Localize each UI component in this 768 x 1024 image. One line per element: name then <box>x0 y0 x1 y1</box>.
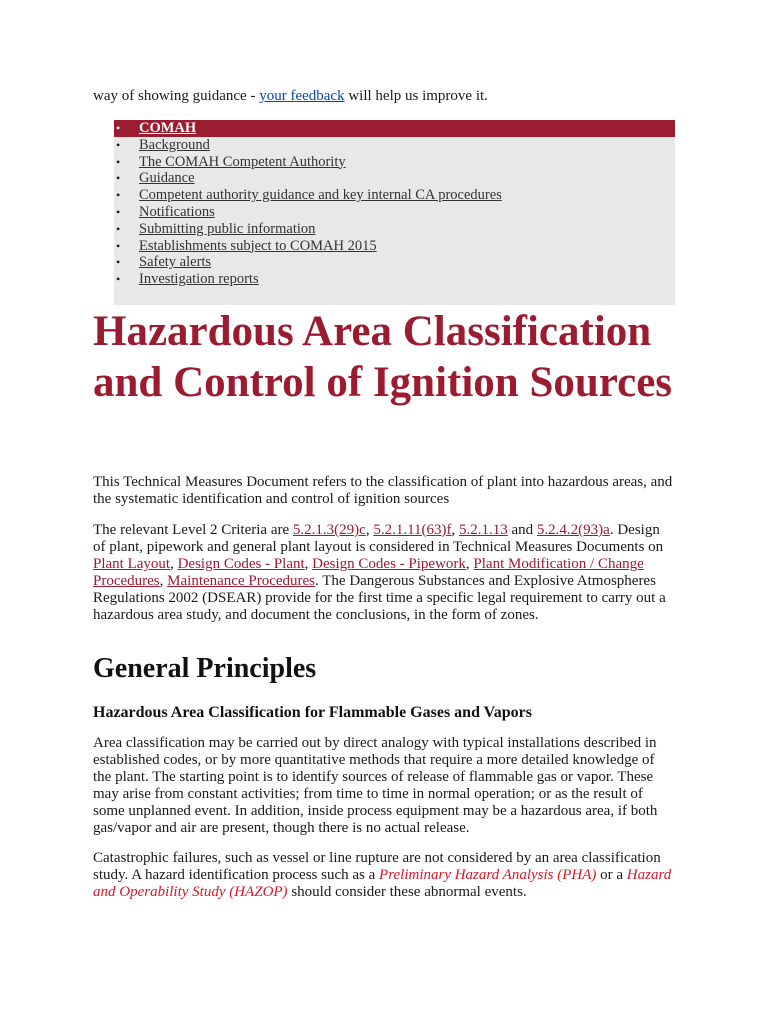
bullet-icon: • <box>116 238 121 253</box>
nav-item-notifications[interactable] <box>114 204 675 221</box>
separator: , <box>170 556 178 572</box>
criteria-link-4[interactable]: 5.2.4.2(93)a <box>536 522 610 538</box>
bullet-icon: • <box>116 255 121 270</box>
nav-item-comah[interactable] <box>114 120 675 137</box>
nav-item-guidance[interactable] <box>114 170 675 187</box>
pha-emphasis: Preliminary Hazard Analysis (PHA) <box>379 867 597 883</box>
nav-link-investigation-reports[interactable]: Investigation reports <box>139 271 259 288</box>
intro-paragraph: This Technical Measures Document refers to the classification of plant into hazardous areas, and the systematic identification and control of ignition sources <box>93 474 673 507</box>
doc-end: . <box>315 573 319 589</box>
doc-link-design-codes-pipework[interactable]: Design Codes - Pipework <box>312 556 466 572</box>
nav-link-notifications[interactable]: Notifications <box>139 203 215 220</box>
bullet-icon: • <box>116 121 121 135</box>
nav-item-public-information[interactable] <box>114 221 675 238</box>
doc-link-design-codes-plant[interactable]: Design Codes - Plant <box>177 556 305 572</box>
comah-nav-list <box>114 120 675 305</box>
criteria-link-2[interactable]: 5.2.1.11(63)f <box>373 522 452 538</box>
page-title: Hazardous Area Classification and Control of Ignition Sources <box>93 308 673 406</box>
nav-link-background[interactable]: Background <box>139 136 210 153</box>
nav-item-investigation-reports[interactable] <box>114 271 675 288</box>
criteria-lead: The relevant Level 2 Criteria are <box>93 522 293 538</box>
dsear-text: The Dangerous Substances and Explosive Atmospheres Regulations 2002 (DSEAR) provide for the first time a specific legal requirement to carry out a hazardous area study, and document the conclusions, in the form of zones. <box>93 573 666 623</box>
nav-item-establishments[interactable] <box>114 238 675 255</box>
bullet-icon: • <box>116 154 121 169</box>
bullet-icon: • <box>116 171 121 186</box>
area-classification-paragraph: Area classification may be carried out by direct analogy with typical installations described in established codes, or by more quantitative methods that require a more detailed knowledge of the plant. The starting point is to identify sources of release of flammable gas or vapor. These may arise from constant activities; from time to time in normal operation; or as the result of some unplanned event. In addition, inside process equipment may be a hazardous area, if both gas/vapor and air are present, though there is no actual release. <box>93 735 658 836</box>
intro-text-before: way of showing guidance - <box>93 88 260 104</box>
nav-item-safety-alerts[interactable] <box>114 254 675 271</box>
feedback-link[interactable]: your feedback <box>259 88 345 104</box>
nav-link-ca-guidance[interactable]: Competent authority guidance and key internal CA procedures <box>139 187 502 204</box>
bullet-icon: • <box>116 204 121 219</box>
subsection-heading: Hazardous Area Classification for Flammable Gases and Vapors <box>93 704 532 721</box>
design-text: Design of plant, pipework and general plant layout is considered in Technical Measures Documents on <box>93 522 664 555</box>
p4-after: should consider these abnormal events. <box>287 884 527 900</box>
bullet-icon: • <box>116 272 121 287</box>
hazop-emphasis: Hazard and Operability Study (HAZOP) <box>93 867 672 900</box>
p4-mid: or a <box>596 867 627 883</box>
separator: , <box>159 573 168 589</box>
separator: , <box>465 556 474 572</box>
criteria-link-3[interactable]: 5.2.1.13 <box>459 522 508 538</box>
nav-link-guidance[interactable]: Guidance <box>139 170 195 187</box>
nav-link-competent-authority[interactable]: The COMAH Competent Authority <box>139 153 346 170</box>
intro-line <box>93 87 488 105</box>
criteria-paragraph <box>93 522 675 624</box>
section-heading: General Principles <box>93 653 317 684</box>
bullet-icon: • <box>116 137 121 152</box>
intro-text-after: will help us improve it. <box>344 88 488 104</box>
p4-before: Catastrophic failures, such as vessel or line rupture are not considered by an area classification study. A hazard identification process such as a <box>93 850 661 883</box>
nav-item-background[interactable] <box>114 137 675 154</box>
bullet-icon: • <box>116 188 121 203</box>
nav-link-safety-alerts[interactable]: Safety alerts <box>139 254 212 271</box>
and-text: and <box>507 522 537 538</box>
separator: , <box>451 522 459 538</box>
nav-bottom-padding <box>114 288 675 305</box>
nav-link-public-information[interactable]: Submitting public information <box>139 220 316 237</box>
doc-link-plant-modification[interactable]: Plant Modification / Change Procedures <box>93 556 644 589</box>
criteria-end: . <box>609 522 614 538</box>
doc-link-plant-layout[interactable]: Plant Layout <box>93 556 171 572</box>
bullet-icon: • <box>116 221 121 236</box>
nav-link-establishments[interactable]: Establishments subject to COMAH 2015 <box>139 237 377 254</box>
nav-link-comah[interactable]: COMAH <box>139 120 197 136</box>
doc-link-maintenance-procedures[interactable]: Maintenance Procedures <box>167 573 316 589</box>
separator: , <box>304 556 313 572</box>
criteria-link-1[interactable]: 5.2.1.3(29)c <box>292 522 366 538</box>
catastrophic-failures-paragraph <box>93 850 675 901</box>
nav-item-ca-guidance[interactable] <box>114 187 675 204</box>
separator: , <box>365 522 374 538</box>
nav-item-competent-authority[interactable] <box>114 154 675 171</box>
